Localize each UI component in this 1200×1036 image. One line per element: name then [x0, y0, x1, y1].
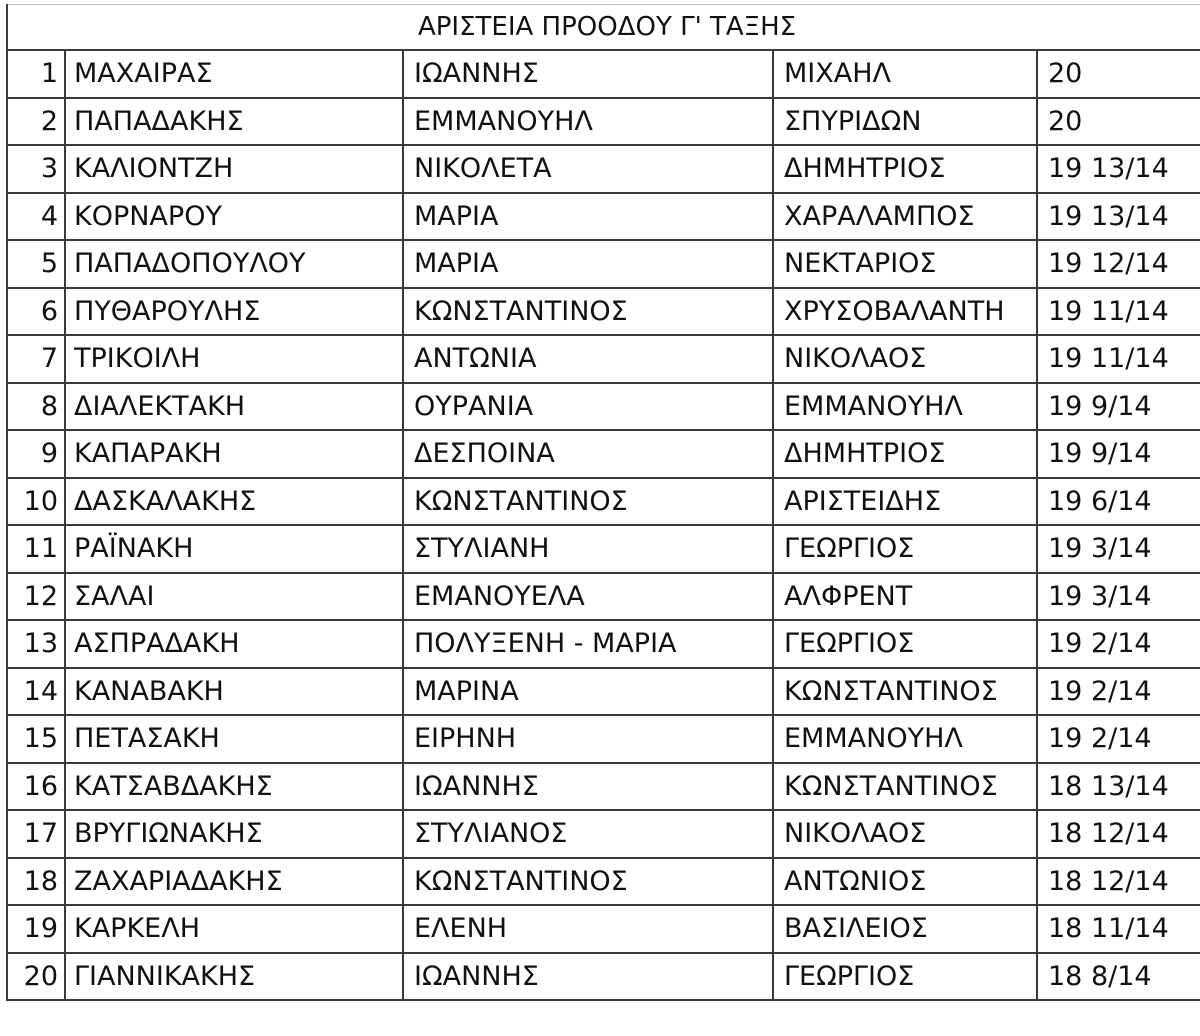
first-name-cell[interactable]: ΙΩΑΝΝΗΣ — [403, 50, 773, 98]
surname-cell[interactable]: ΑΣΠΡΑΔΑΚΗ — [65, 620, 403, 668]
row-number-cell[interactable]: 1 — [7, 50, 65, 98]
grade-cell[interactable]: 20 — [1037, 50, 1200, 98]
grade-cell[interactable]: 19 6/14 — [1037, 478, 1200, 526]
grade-cell[interactable]: 18 11/14 — [1037, 905, 1200, 953]
father-name-cell[interactable]: ΧΡΥΣΟΒΑΛΑΝΤΗ — [773, 288, 1037, 336]
row-number-cell[interactable]: 19 — [7, 905, 65, 953]
first-name-cell[interactable]: ΜΑΡΙΑ — [403, 240, 773, 288]
table-row — [7, 905, 1200, 953]
surname-cell[interactable]: ΚΑΠΑΡΑΚΗ — [65, 430, 403, 478]
table-row — [7, 383, 1200, 431]
table-row — [7, 810, 1200, 858]
grade-cell[interactable]: 19 9/14 — [1037, 383, 1200, 431]
grade-cell[interactable]: 18 12/14 — [1037, 810, 1200, 858]
table-row — [7, 953, 1200, 1001]
surname-cell[interactable]: ΖΑΧΑΡΙΑΔΑΚΗΣ — [65, 858, 403, 906]
row-number-cell[interactable]: 7 — [7, 335, 65, 383]
father-name-cell[interactable]: ΑΛΦΡΕΝΤ — [773, 573, 1037, 621]
row-number-cell[interactable]: 8 — [7, 383, 65, 431]
table-row — [7, 478, 1200, 526]
grade-cell[interactable]: 18 13/14 — [1037, 763, 1200, 811]
row-number-cell[interactable]: 12 — [7, 573, 65, 621]
first-name-cell[interactable]: ΜΑΡΙΝΑ — [403, 668, 773, 716]
surname-cell[interactable]: ΚΑΤΣΑΒΔΑΚΗΣ — [65, 763, 403, 811]
row-number-cell[interactable]: 4 — [7, 193, 65, 241]
first-name-cell[interactable]: ΕΜΜΑΝΟΥΗΛ — [403, 98, 773, 146]
first-name-cell[interactable]: ΜΑΡΙΑ — [403, 193, 773, 241]
table-row — [7, 858, 1200, 906]
row-number-cell[interactable]: 10 — [7, 478, 65, 526]
surname-cell[interactable]: ΚΑΛΙΟΝΤΖΗ — [65, 145, 403, 193]
grade-cell[interactable]: 20 — [1037, 98, 1200, 146]
surname-cell[interactable]: ΔΑΣΚΑΛΑΚΗΣ — [65, 478, 403, 526]
surname-cell[interactable]: ΜΑΧΑΙΡΑΣ — [65, 50, 403, 98]
father-name-cell[interactable]: ΑΝΤΩΝΙΟΣ — [773, 858, 1037, 906]
table-row — [7, 430, 1200, 478]
first-name-cell[interactable]: ΣΤΥΛΙΑΝΟΣ — [403, 810, 773, 858]
father-name-cell[interactable]: ΔΗΜΗΤΡΙΟΣ — [773, 145, 1037, 193]
row-number-cell[interactable]: 15 — [7, 715, 65, 763]
father-name-cell[interactable]: ΑΡΙΣΤΕΙΔΗΣ — [773, 478, 1037, 526]
grade-cell[interactable]: 19 11/14 — [1037, 288, 1200, 336]
row-number-cell[interactable]: 2 — [7, 98, 65, 146]
surname-cell[interactable]: ΣΑΛΑΙ — [65, 573, 403, 621]
table-row — [7, 668, 1200, 716]
table-row — [7, 50, 1200, 98]
father-name-cell[interactable]: ΚΩΝΣΤΑΝΤΙΝΟΣ — [773, 763, 1037, 811]
table-row — [7, 525, 1200, 573]
surname-cell[interactable]: ΚΑΡΚΕΛΗ — [65, 905, 403, 953]
first-name-cell[interactable]: ΕΙΡΗΝΗ — [403, 715, 773, 763]
row-number-cell[interactable]: 3 — [7, 145, 65, 193]
father-name-cell[interactable]: ΣΠΥΡΙΔΩΝ — [773, 98, 1037, 146]
table-row — [7, 763, 1200, 811]
row-number-cell[interactable]: 13 — [7, 620, 65, 668]
first-name-cell[interactable]: ΔΕΣΠΟΙΝΑ — [403, 430, 773, 478]
grade-cell[interactable]: 19 13/14 — [1037, 193, 1200, 241]
row-number-cell[interactable]: 14 — [7, 668, 65, 716]
father-name-cell[interactable]: ΓΕΩΡΓΙΟΣ — [773, 953, 1037, 1001]
surname-cell[interactable]: ΚΟΡΝΑΡΟΥ — [65, 193, 403, 241]
first-name-cell[interactable]: ΙΩΑΝΝΗΣ — [403, 763, 773, 811]
row-number-cell[interactable]: 11 — [7, 525, 65, 573]
father-name-cell[interactable]: ΚΩΝΣΤΑΝΤΙΝΟΣ — [773, 668, 1037, 716]
row-number-cell[interactable]: 6 — [7, 288, 65, 336]
surname-cell[interactable]: ΔΙΑΛΕΚΤΑΚΗ — [65, 383, 403, 431]
table-row — [7, 288, 1200, 336]
table-row — [7, 193, 1200, 241]
father-name-cell[interactable]: ΜΙΧΑΗΛ — [773, 50, 1037, 98]
father-name-cell[interactable]: ΕΜΜΑΝΟΥΗΛ — [773, 715, 1037, 763]
first-name-cell[interactable]: ΚΩΝΣΤΑΝΤΙΝΟΣ — [403, 288, 773, 336]
row-number-cell[interactable]: 16 — [7, 763, 65, 811]
grade-cell[interactable]: 19 2/14 — [1037, 715, 1200, 763]
first-name-cell[interactable]: ΠΟΛΥΞΕΝΗ - ΜΑΡΙΑ — [403, 620, 773, 668]
table-row — [7, 573, 1200, 621]
surname-cell[interactable]: ΚΑΝΑΒΑΚΗ — [65, 668, 403, 716]
first-name-cell[interactable]: ΕΜΑΝΟΥΕΛΑ — [403, 573, 773, 621]
table-row — [7, 98, 1200, 146]
title-row — [7, 5, 1200, 51]
table-row — [7, 145, 1200, 193]
row-number-cell[interactable]: 17 — [7, 810, 65, 858]
grade-cell[interactable]: 19 2/14 — [1037, 668, 1200, 716]
grade-cell[interactable]: 19 13/14 — [1037, 145, 1200, 193]
surname-cell[interactable]: ΠΕΤΑΣΑΚΗ — [65, 715, 403, 763]
table-row — [7, 335, 1200, 383]
table-row — [7, 620, 1200, 668]
honors-table — [6, 4, 1200, 1001]
first-name-cell[interactable]: ΝΙΚΟΛΕΤΑ — [403, 145, 773, 193]
surname-cell[interactable]: ΒΡΥΓΙΩΝΑΚΗΣ — [65, 810, 403, 858]
surname-cell[interactable]: ΠΥΘΑΡΟΥΛΗΣ — [65, 288, 403, 336]
grade-cell[interactable]: 19 3/14 — [1037, 573, 1200, 621]
first-name-cell[interactable]: ΟΥΡΑΝΙΑ — [403, 383, 773, 431]
row-number-cell[interactable]: 9 — [7, 430, 65, 478]
row-number-cell[interactable]: 20 — [7, 953, 65, 1001]
first-name-cell[interactable]: ΑΝΤΩΝΙΑ — [403, 335, 773, 383]
grade-cell[interactable]: 19 9/14 — [1037, 430, 1200, 478]
grade-cell[interactable]: 18 12/14 — [1037, 858, 1200, 906]
row-number-cell[interactable]: 5 — [7, 240, 65, 288]
row-number-cell[interactable]: 18 — [7, 858, 65, 906]
first-name-cell[interactable]: ΣΤΥΛΙΑΝΗ — [403, 525, 773, 573]
father-name-cell[interactable]: ΝΙΚΟΛΑΟΣ — [773, 810, 1037, 858]
grade-cell[interactable]: 19 11/14 — [1037, 335, 1200, 383]
table-row — [7, 240, 1200, 288]
table-body — [7, 5, 1200, 1001]
first-name-cell[interactable]: ΙΩΑΝΝΗΣ — [403, 953, 773, 1001]
surname-cell[interactable]: ΠΑΠΑΔΑΚΗΣ — [65, 98, 403, 146]
father-name-cell[interactable]: ΓΕΩΡΓΙΟΣ — [773, 525, 1037, 573]
grade-cell[interactable]: 19 2/14 — [1037, 620, 1200, 668]
father-name-cell[interactable]: ΔΗΜΗΤΡΙΟΣ — [773, 430, 1037, 478]
first-name-cell[interactable]: ΚΩΝΣΤΑΝΤΙΝΟΣ — [403, 858, 773, 906]
surname-cell[interactable]: ΡΑΪΝΑΚΗ — [65, 525, 403, 573]
father-name-cell[interactable]: ΝΕΚΤΑΡΙΟΣ — [773, 240, 1037, 288]
father-name-cell[interactable]: ΓΕΩΡΓΙΟΣ — [773, 620, 1037, 668]
grade-cell[interactable]: 19 12/14 — [1037, 240, 1200, 288]
father-name-cell[interactable]: ΝΙΚΟΛΑΟΣ — [773, 335, 1037, 383]
father-name-cell[interactable]: ΕΜΜΑΝΟΥΗΛ — [773, 383, 1037, 431]
first-name-cell[interactable]: ΚΩΝΣΤΑΝΤΙΝΟΣ — [403, 478, 773, 526]
table-row — [7, 715, 1200, 763]
grade-cell[interactable]: 19 3/14 — [1037, 525, 1200, 573]
surname-cell[interactable]: ΓΙΑΝΝΙΚΑΚΗΣ — [65, 953, 403, 1001]
surname-cell[interactable]: ΤΡΙΚΟΙΛΗ — [65, 335, 403, 383]
first-name-cell[interactable]: ΕΛΕΝΗ — [403, 905, 773, 953]
father-name-cell[interactable]: ΒΑΣΙΛΕΙΟΣ — [773, 905, 1037, 953]
table-title[interactable]: ΑΡΙΣΤΕΙΑ ΠΡΟΟΔΟΥ Γ' ΤΑΞΗΣ — [7, 5, 1200, 51]
father-name-cell[interactable]: ΧΑΡΑΛΑΜΠΟΣ — [773, 193, 1037, 241]
surname-cell[interactable]: ΠΑΠΑΔΟΠΟΥΛΟΥ — [65, 240, 403, 288]
grade-cell[interactable]: 18 8/14 — [1037, 953, 1200, 1001]
